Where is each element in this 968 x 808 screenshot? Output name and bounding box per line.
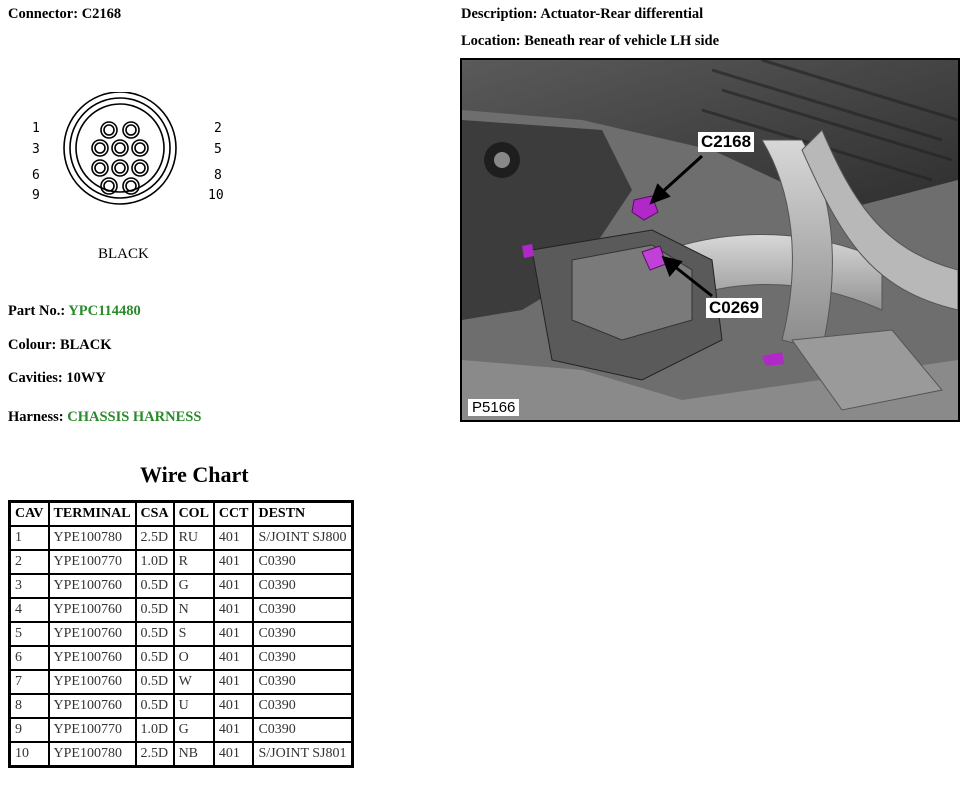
cavities-value: 10WY	[66, 370, 106, 386]
connector-label: Connector:	[8, 6, 79, 22]
header-destn: DESTN	[253, 502, 352, 527]
pin-number: 10	[208, 188, 224, 203]
photo-id-label: P5166	[468, 399, 519, 416]
table-row	[10, 526, 353, 550]
wire-chart-table	[8, 500, 354, 768]
cell-cct: 401	[214, 742, 254, 767]
cell-col: W	[174, 670, 214, 694]
header-cct: CCT	[214, 502, 254, 527]
cell-destn: C0390	[253, 694, 352, 718]
cell-cct: 401	[214, 598, 254, 622]
table-row	[10, 574, 353, 598]
pin-number: 6	[32, 168, 40, 183]
part-no-line	[8, 303, 141, 320]
table-row	[10, 622, 353, 646]
pin-number: 9	[32, 188, 40, 203]
table-row	[10, 646, 353, 670]
cell-cav: 2	[10, 550, 49, 574]
callout-c0269: C0269	[706, 298, 762, 318]
wire-chart-title: Wire Chart	[140, 462, 249, 487]
header-col: COL	[174, 502, 214, 527]
part-no-value: YPC114480	[68, 303, 141, 319]
cell-terminal: YPE100760	[49, 622, 136, 646]
cavities-line	[8, 370, 106, 387]
cell-csa: 0.5D	[136, 598, 174, 622]
cell-cct: 401	[214, 646, 254, 670]
connector-face-diagram	[30, 92, 230, 272]
harness-label: Harness:	[8, 409, 64, 425]
cell-cav: 1	[10, 526, 49, 550]
colour-line	[8, 337, 112, 354]
cell-csa: 2.5D	[136, 742, 174, 767]
cell-terminal: YPE100760	[49, 646, 136, 670]
cell-csa: 0.5D	[136, 646, 174, 670]
cell-destn: C0390	[253, 598, 352, 622]
part-no-label: Part No.:	[8, 303, 66, 319]
harness-value: CHASSIS HARNESS	[67, 409, 202, 425]
diagram-colour-caption: BLACK	[98, 246, 149, 262]
header-cav: CAV	[10, 502, 49, 527]
cell-cct: 401	[214, 550, 254, 574]
cell-cav: 8	[10, 694, 49, 718]
cell-destn: C0390	[253, 670, 352, 694]
rear-differential-illustration	[462, 60, 958, 420]
cell-cav: 9	[10, 718, 49, 742]
cell-csa: 0.5D	[136, 622, 174, 646]
table-row	[10, 550, 353, 574]
cell-destn: C0390	[253, 574, 352, 598]
cell-csa: 0.5D	[136, 694, 174, 718]
cell-cav: 4	[10, 598, 49, 622]
cell-csa: 1.0D	[136, 718, 174, 742]
connector-value: C2168	[81, 6, 122, 22]
cell-cct: 401	[214, 694, 254, 718]
cell-csa: 0.5D	[136, 670, 174, 694]
location-value: Beneath rear of vehicle LH side	[524, 33, 720, 49]
cell-cav: 10	[10, 742, 49, 767]
table-row	[10, 670, 353, 694]
cell-destn: C0390	[253, 718, 352, 742]
cell-terminal: YPE100780	[49, 526, 136, 550]
table-row	[10, 598, 353, 622]
callout-c2168: C2168	[698, 132, 754, 152]
cell-col: N	[174, 598, 214, 622]
cell-col: S	[174, 622, 214, 646]
table-header-row	[10, 502, 353, 527]
cell-cav: 7	[10, 670, 49, 694]
table-row	[10, 694, 353, 718]
cell-terminal: YPE100770	[49, 718, 136, 742]
header-terminal: TERMINAL	[49, 502, 136, 527]
table-row	[10, 742, 353, 767]
cell-terminal: YPE100760	[49, 670, 136, 694]
cell-col: RU	[174, 526, 214, 550]
cell-terminal: YPE100760	[49, 574, 136, 598]
cell-cct: 401	[214, 574, 254, 598]
pin-number: 5	[214, 142, 222, 157]
pin-number: 1	[32, 121, 40, 136]
cell-csa: 0.5D	[136, 574, 174, 598]
pin-number: 2	[214, 121, 222, 136]
location-line	[461, 33, 719, 50]
location-label: Location:	[461, 33, 521, 49]
cell-col: O	[174, 646, 214, 670]
cell-destn: C0390	[253, 646, 352, 670]
cell-destn: S/JOINT SJ800	[253, 526, 352, 550]
cell-cct: 401	[214, 622, 254, 646]
cell-col: G	[174, 718, 214, 742]
pin-number: 8	[214, 168, 222, 183]
cell-csa: 1.0D	[136, 550, 174, 574]
cavities-label: Cavities:	[8, 370, 63, 386]
cell-destn: C0390	[253, 550, 352, 574]
cell-cav: 6	[10, 646, 49, 670]
cell-terminal: YPE100760	[49, 598, 136, 622]
description-line	[461, 6, 703, 23]
cell-terminal: YPE100780	[49, 742, 136, 767]
cell-cct: 401	[214, 526, 254, 550]
description-value: Actuator-Rear differential	[540, 6, 704, 22]
cell-col: NB	[174, 742, 214, 767]
cell-cct: 401	[214, 670, 254, 694]
cell-csa: 2.5D	[136, 526, 174, 550]
cell-cav: 5	[10, 622, 49, 646]
cell-terminal: YPE100770	[49, 550, 136, 574]
cell-cct: 401	[214, 718, 254, 742]
cell-destn: C0390	[253, 622, 352, 646]
harness-line	[8, 409, 201, 426]
connector-line	[8, 6, 121, 23]
pin-number: 3	[32, 142, 40, 157]
cell-destn: S/JOINT SJ801	[253, 742, 352, 767]
vehicle-location-image	[460, 58, 960, 422]
description-label: Description:	[461, 6, 538, 22]
cell-col: G	[174, 574, 214, 598]
cell-col: U	[174, 694, 214, 718]
colour-value: BLACK	[59, 337, 112, 353]
connector-face-icon	[30, 92, 230, 272]
table-row	[10, 718, 353, 742]
colour-label: Colour:	[8, 337, 57, 353]
cell-col: R	[174, 550, 214, 574]
header-csa: CSA	[136, 502, 174, 527]
cell-terminal: YPE100760	[49, 694, 136, 718]
cell-cav: 3	[10, 574, 49, 598]
